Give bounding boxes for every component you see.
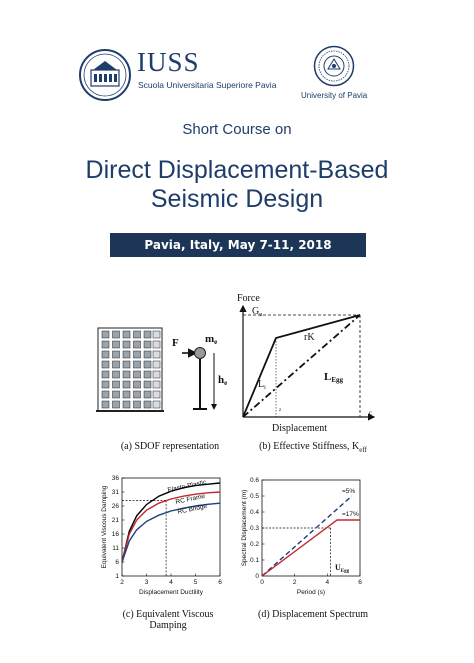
building-window xyxy=(102,351,109,358)
period-reference-label: $U_{Egg}$ xyxy=(335,563,350,574)
series-line-2 xyxy=(262,520,360,576)
caption-c xyxy=(98,609,238,631)
keff-label: LEgg xyxy=(324,371,344,384)
series-line-3 xyxy=(122,503,220,562)
building-window xyxy=(113,381,120,388)
caption-c-line2: Damping xyxy=(149,620,187,631)
caption-b xyxy=(238,441,388,454)
y-tick-label: 0.1 xyxy=(249,557,259,565)
building-window xyxy=(113,351,120,358)
building-window xyxy=(123,361,130,368)
iuss-logo xyxy=(78,48,132,102)
pavia-name: University of Pavia xyxy=(301,91,368,100)
series-label: Elasto-Plastic xyxy=(166,478,207,494)
sdof-figure xyxy=(96,325,236,415)
building-window xyxy=(113,371,120,378)
building-window xyxy=(134,371,141,378)
damping-chart xyxy=(98,470,234,610)
course-title xyxy=(0,156,474,214)
x-tick-label: 4 xyxy=(325,579,330,586)
x-tick-label: 6 xyxy=(358,579,362,586)
building-window xyxy=(113,331,120,338)
building-window xyxy=(113,361,120,368)
building-window xyxy=(134,341,141,348)
caption-b-sub: eff xyxy=(359,446,367,454)
building-window xyxy=(102,391,109,398)
building-window xyxy=(144,361,151,368)
y-tick-label: 0.3 xyxy=(249,525,259,533)
building-window xyxy=(144,401,151,408)
building-window xyxy=(144,351,151,358)
x-tick-label: 2 xyxy=(120,579,124,586)
y-axis-label: Equivalent Viscous Damping xyxy=(101,485,108,569)
building-window xyxy=(102,401,109,408)
building-window xyxy=(134,331,141,338)
building-window xyxy=(153,371,160,378)
spectrum-chart xyxy=(238,470,378,610)
stiffness-figure xyxy=(234,288,379,438)
small-mark: z xyxy=(279,408,282,413)
building-window xyxy=(153,401,160,408)
x-axis-label: Displacement Ductility xyxy=(139,589,203,596)
ki-label: $L_i$ xyxy=(258,379,266,391)
x-axis-label: Period (s) xyxy=(296,589,326,596)
y-tick-label: 36 xyxy=(111,475,119,483)
fu-label: $G_u$ xyxy=(252,306,263,318)
caption-d: (d) Displacement Spectrum xyxy=(258,609,368,620)
y-tick-label: 31 xyxy=(111,489,119,497)
y-tick-label: 11 xyxy=(112,545,119,553)
y-tick-label: 1 xyxy=(115,573,119,581)
building-window xyxy=(102,381,109,388)
building-window xyxy=(144,341,151,348)
building-window xyxy=(102,331,109,338)
building-window xyxy=(123,401,130,408)
building-window xyxy=(153,391,160,398)
building-window xyxy=(144,391,151,398)
building-window xyxy=(153,351,160,358)
iuss-subtitle: Scuola Universitaria Superiore Pavia xyxy=(138,80,277,90)
building-window xyxy=(113,391,120,398)
y-tick-label: 0.6 xyxy=(249,477,259,485)
y-tick-label: 0.2 xyxy=(249,541,259,549)
x-mark: c xyxy=(369,409,373,417)
building-window xyxy=(144,381,151,388)
building-window xyxy=(153,331,160,338)
short-course-label: Short Course on xyxy=(182,121,292,138)
building-window xyxy=(123,381,130,388)
building-window xyxy=(153,361,160,368)
building-window xyxy=(153,341,160,348)
y-tick-label: 16 xyxy=(111,531,119,539)
series-label: RC Frame xyxy=(174,492,206,506)
height-label: he xyxy=(218,374,228,387)
y-tick-label: 0 xyxy=(255,573,259,581)
building-window xyxy=(134,351,141,358)
caption-b-text: (b) Effective Stiffness, K xyxy=(259,441,360,452)
series-label: =5% xyxy=(342,488,356,495)
y-tick-label: 0.5 xyxy=(249,493,259,501)
x-tick-label: 5 xyxy=(193,579,198,586)
building-window xyxy=(102,371,109,378)
displacement-axis-label: Displacement xyxy=(272,423,327,434)
building-window xyxy=(102,341,109,348)
series-label: =17% xyxy=(342,511,359,518)
x-tick-label: 0 xyxy=(260,579,264,586)
y-tick-label: 6 xyxy=(115,559,119,567)
x-tick-label: 2 xyxy=(292,579,297,586)
building-window xyxy=(144,331,151,338)
building-window xyxy=(102,361,109,368)
y-axis-label: Spectral Displacement (m) xyxy=(241,489,248,567)
building-window xyxy=(113,341,120,348)
series-line-1 xyxy=(122,483,220,562)
caption-a: (a) SDOF representation xyxy=(120,441,220,452)
building-window xyxy=(153,381,160,388)
building-window xyxy=(123,331,130,338)
caption-c-line1: (c) Equivalent Viscous xyxy=(122,609,214,620)
university-seal xyxy=(313,45,355,87)
force-axis-label: Force xyxy=(237,293,260,304)
building-window xyxy=(123,391,130,398)
building-window xyxy=(144,371,151,378)
mass-label: me xyxy=(205,333,218,346)
building-window xyxy=(123,341,130,348)
building-window xyxy=(134,391,141,398)
mass-circle xyxy=(195,348,206,359)
y-tick-label: 26 xyxy=(111,503,119,511)
building-window xyxy=(134,381,141,388)
x-tick-label: 3 xyxy=(144,579,149,586)
building-window xyxy=(123,351,130,358)
building-window xyxy=(134,401,141,408)
force-label: F xyxy=(172,337,179,349)
y-tick-label: 21 xyxy=(111,517,119,525)
building-window xyxy=(113,401,120,408)
course-title-line1: Direct Displacement-Based xyxy=(85,156,389,184)
series-label: RC Bridge xyxy=(176,502,208,516)
iuss-title: IUSS xyxy=(137,47,200,77)
date-banner: Pavia, Italy, May 7-11, 2018 xyxy=(110,233,366,257)
y-tick-label: 0.4 xyxy=(249,509,259,517)
x-tick-label: 6 xyxy=(218,579,222,586)
building-window xyxy=(134,361,141,368)
building-drawing xyxy=(96,328,164,411)
course-title-line2: Seismic Design xyxy=(150,185,324,213)
building-window xyxy=(123,371,130,378)
x-tick-label: 4 xyxy=(169,579,173,586)
rk-label: rK xyxy=(304,332,315,343)
